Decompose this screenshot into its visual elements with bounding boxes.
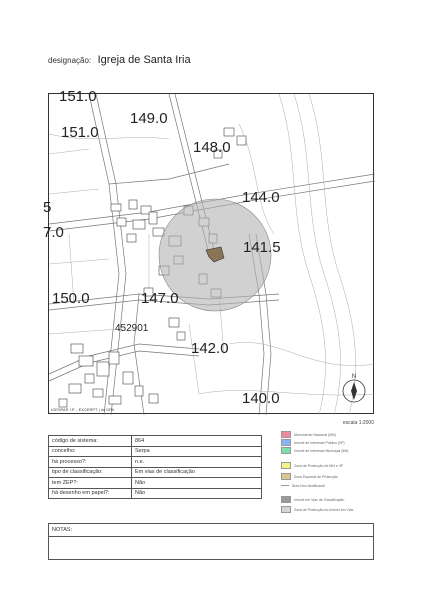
elevation-label: 144.0	[242, 189, 280, 206]
map-credit: IGESPAR I.P. - EXCERPT | do DPA	[51, 407, 115, 412]
legend-item	[281, 439, 345, 446]
legend-item	[281, 506, 353, 513]
info-table	[48, 435, 262, 499]
designation-title	[48, 50, 191, 68]
info-value: Não	[132, 478, 262, 489]
info-value: Em vias de classificação	[132, 467, 262, 478]
legend-swatch	[281, 473, 291, 480]
elevation-label: 147.0	[141, 290, 179, 307]
legend-swatch	[281, 431, 291, 438]
legend-swatch	[281, 439, 291, 446]
legend-item	[281, 431, 336, 438]
notes-label: NOTAS:	[52, 527, 73, 533]
legend-item	[281, 462, 343, 469]
elevation-label: 142.0	[191, 340, 229, 357]
legend-swatch	[281, 447, 291, 454]
info-key: há desenho em papel?:	[49, 488, 132, 499]
table-row	[49, 488, 262, 499]
legend-label: Zona Especial de Protecção	[294, 474, 338, 479]
info-key: código de sistema:	[49, 436, 132, 447]
legend-item	[281, 482, 325, 489]
info-value: 864	[132, 436, 262, 447]
legend-item	[281, 473, 338, 480]
elevation-label: 149.0	[130, 110, 168, 127]
designation-value: Igreja de Santa Iria	[97, 54, 191, 66]
legend-label: Zona de Protecção do Imóvel em Vias	[294, 507, 354, 512]
elevation-label: 151.0	[59, 88, 97, 105]
info-value: n.e.	[132, 457, 262, 468]
info-key: há processo?:	[49, 457, 132, 468]
legend-swatch	[281, 462, 291, 469]
table-row	[49, 436, 262, 447]
table-row	[49, 467, 262, 478]
elevation-label: 151.0	[61, 124, 99, 141]
notes-divider	[49, 536, 373, 537]
svg-text:N: N	[351, 374, 357, 380]
legend-label: Zona de Protecção de MN e IIP	[294, 463, 344, 468]
legend-swatch	[281, 506, 291, 513]
legend-swatch	[281, 496, 291, 503]
legend-label: Imóvel em Vias de Classificação	[294, 497, 345, 502]
info-key: concelho:	[49, 446, 132, 457]
info-key: tipo de classificação:	[49, 467, 132, 478]
legend-item	[281, 496, 344, 503]
legend-label: Imóvel de Interesse Municipal (IIM)	[294, 448, 349, 453]
legend-label: Área Non Aedificandi	[292, 483, 325, 488]
elevation-label: 7.0	[43, 224, 64, 241]
legend-label: Monumento Nacional (MN)	[294, 432, 336, 437]
elevation-label: 141.5	[243, 239, 281, 256]
elevation-label: 140.0	[242, 390, 280, 407]
legend-swatch	[281, 485, 289, 486]
table-row	[49, 457, 262, 468]
elevation-label: 5	[43, 199, 52, 216]
elevation-label: 148.0	[193, 139, 231, 156]
parcel-label: 452901	[115, 323, 149, 334]
info-value: Não	[132, 488, 262, 499]
info-key: tem ZEP?:	[49, 478, 132, 489]
legend-item	[281, 447, 348, 454]
table-row	[49, 478, 262, 489]
scale-label: escala 1:2000	[342, 420, 374, 426]
table-row	[49, 446, 262, 457]
map-panel[interactable]	[43, 88, 374, 414]
elevation-label: 150.0	[52, 290, 90, 307]
info-value: Serpa	[132, 446, 262, 457]
legend-label: Imóvel de Interesse Público (IIP)	[294, 440, 345, 445]
notes-box	[48, 523, 374, 560]
designation-label: designação:	[48, 56, 92, 65]
